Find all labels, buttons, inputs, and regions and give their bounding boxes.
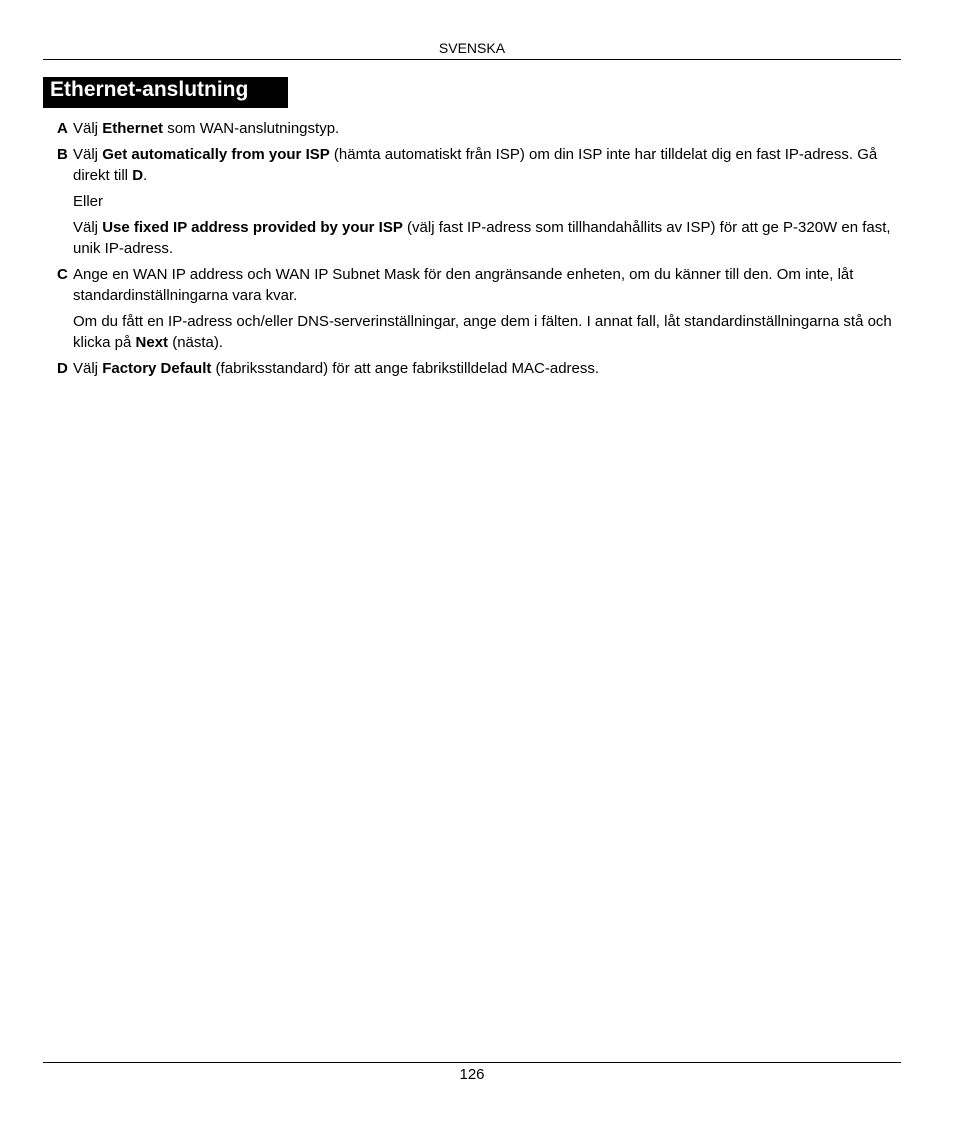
step-text: (fabriksstandard) för att ange fabrikstilldelad MAC-adress. — [211, 360, 600, 377]
step-letter: C — [57, 266, 68, 283]
step-letter: A — [57, 120, 68, 137]
step-text: (nästa). — [168, 334, 224, 351]
step-text: Välj — [73, 146, 103, 163]
step-text: som WAN-anslutningstyp. — [163, 120, 340, 137]
instructions — [57, 118, 901, 384]
step-text: (välj fast IP-adress som tillhandahållits av ISP) för att ge P-320W en fast, unik IP-adress. — [73, 219, 891, 257]
page-header: SVENSKA — [438, 40, 506, 56]
footer-rule — [43, 1062, 901, 1063]
step-text: (hämta automatiskt från ISP) om din ISP inte har tilldelat dig en fast IP-adress. Gå direkt till — [73, 146, 878, 184]
step-text: Välj — [73, 360, 103, 377]
step-letter: B — [57, 146, 68, 163]
step-text: . — [143, 167, 148, 184]
section-title: Ethernet-anslutning — [43, 77, 288, 108]
step-b-alternative — [57, 217, 901, 259]
step-option: Factory Default — [102, 360, 212, 377]
step-b — [57, 144, 901, 186]
step-c — [57, 264, 901, 306]
step-c-detail — [57, 311, 901, 353]
step-option: Get automatically from your ISP — [102, 146, 330, 163]
header-rule — [43, 59, 901, 60]
step-option: Use fixed IP address provided by your ISP — [102, 219, 403, 236]
step-text: Om du fått en IP-adress och/eller DNS-serverinställningar, ange dem i fälten. I annat fall, låt standardinställningarna stå och klicka på — [73, 313, 892, 351]
step-option: Ethernet — [102, 120, 164, 137]
step-text: Ange en WAN IP address och WAN IP Subnet Mask för den angränsande enheten, om du känner till den. Om inte, låt standardinställningarna vara kvar. — [73, 266, 854, 304]
step-letter: D — [57, 360, 68, 377]
step-d — [57, 358, 901, 379]
step-a — [57, 118, 901, 139]
step-b-or: Eller — [73, 193, 104, 210]
page-number: 126 — [459, 1066, 485, 1083]
step-reference: D — [132, 167, 144, 184]
step-option: Next — [135, 334, 169, 351]
step-text: Välj — [73, 120, 103, 137]
step-text: Välj — [73, 219, 103, 236]
